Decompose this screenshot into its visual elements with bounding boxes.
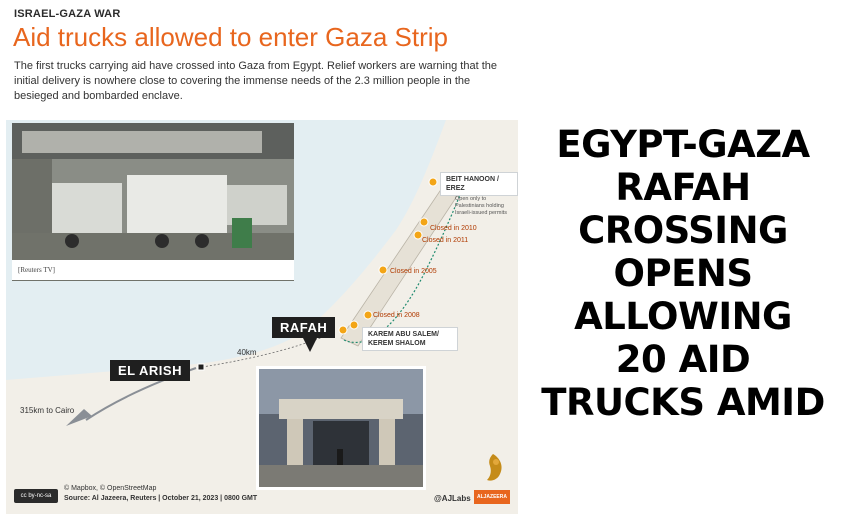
distance-cairo: 315km to Cairo xyxy=(20,406,75,415)
el-arish-label: EL ARISH xyxy=(110,360,190,381)
crossing-note-erez: Open only to Palestinians holding Israeli-issued permits xyxy=(455,196,507,216)
footer-source xyxy=(64,484,257,504)
crossing-marker-icon xyxy=(364,311,372,319)
side-title-line: EGYPT-GAZA xyxy=(556,123,810,166)
closed-label: Closed in 2008 xyxy=(373,312,420,319)
el-arish-marker-icon xyxy=(198,364,204,370)
side-title-line: RAFAH xyxy=(615,166,751,209)
crossing-label-kerem-shalom xyxy=(362,327,458,351)
cc-license-badge: cc by-nc-sa xyxy=(14,489,58,503)
side-title xyxy=(533,123,833,424)
headline: Aid trucks allowed to enter Gaza Strip xyxy=(13,22,448,52)
rafah-label: RAFAH xyxy=(272,317,335,338)
closed-label: Closed in 2010 xyxy=(430,225,477,232)
side-title-line: CROSSING xyxy=(578,209,788,252)
crossing-label-erez xyxy=(440,172,518,196)
crossing-name-erez: BEIT HANOON / EREZ xyxy=(446,176,499,192)
side-title-line: ALLOWING xyxy=(574,295,792,338)
closed-label: Closed in 2005 xyxy=(390,268,437,275)
trucks-photo xyxy=(12,123,294,281)
dek-text: The first trucks carrying aid have crossed into Gaza from Egypt. Relief workers are warning that the initial delivery is nowhere close to covering the immense needs of the 2.3 million people in the besieged and bombarded enclave. xyxy=(14,60,497,102)
source-line: Source: Al Jazeera, Reuters | October 21, 2023 | 0800 GMT xyxy=(64,495,258,502)
map-credit: © Mapbox, © OpenStreetMap xyxy=(64,485,157,492)
crossing-name-kerem-shalom: KAREM ABU SALEM/ KEREM SHALOM xyxy=(368,331,439,347)
closed-label: Closed in 2011 xyxy=(422,237,469,244)
crossing-marker-erez-icon xyxy=(429,178,437,186)
rafah-gate-photo xyxy=(256,366,426,490)
crossing-marker-icon xyxy=(420,218,428,226)
photo-credit: [Reuters TV] xyxy=(18,266,55,274)
side-title-line: OPENS xyxy=(613,252,753,295)
side-title-line: 20 AID xyxy=(615,338,751,381)
ajlabs-handle: @AJLabs xyxy=(434,494,471,503)
crossing-marker-rafah-icon xyxy=(339,326,347,334)
aljazeera-logo-icon xyxy=(478,452,508,486)
aljazeera-badge: ALJAZEERA xyxy=(474,490,510,504)
side-title-line: TRUCKS AMID xyxy=(541,381,825,424)
crossing-marker-kerem-shalom-icon xyxy=(350,321,358,329)
crossing-marker-icon xyxy=(379,266,387,274)
distance-rafah: 40km xyxy=(237,348,257,357)
crossing-marker-icon xyxy=(414,231,422,239)
kicker: ISRAEL-GAZA WAR xyxy=(14,8,121,20)
